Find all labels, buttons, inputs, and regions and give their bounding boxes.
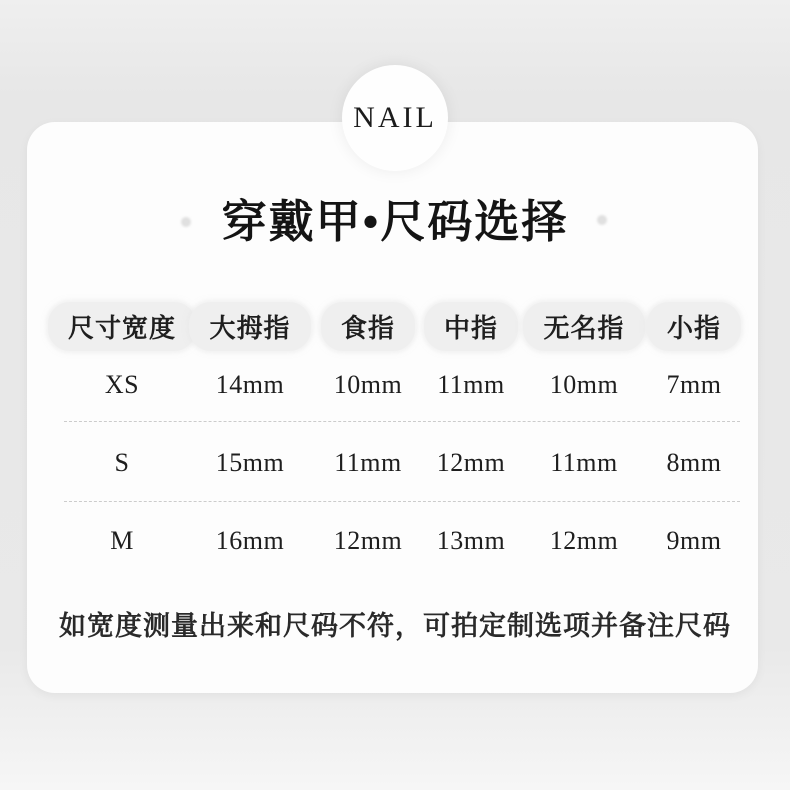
column-header-thumb: 大拇指 — [189, 302, 310, 351]
value-middle-finger: 11mm — [437, 370, 505, 399]
brand-badge-label: NAIL — [353, 101, 437, 134]
size-label: XS — [104, 370, 140, 399]
column-header-pinky-finger: 小指 — [647, 302, 741, 351]
value-middle-finger: 12mm — [436, 448, 506, 477]
column-header-ring-finger: 无名指 — [523, 302, 644, 351]
value-pinky-finger: 9mm — [666, 526, 722, 555]
table-row-xs — [58, 364, 740, 406]
table-row-m — [58, 520, 740, 562]
value-index-finger: 12mm — [333, 526, 403, 555]
value-thumb: 15mm — [215, 448, 285, 477]
column-header-middle-finger: 中指 — [424, 302, 518, 351]
size-label: M — [110, 526, 134, 555]
value-index-finger: 11mm — [334, 448, 402, 477]
value-pinky-finger: 7mm — [666, 370, 722, 399]
size-label: S — [114, 448, 130, 477]
value-thumb: 14mm — [215, 370, 285, 399]
sizing-note: 如宽度测量出来和尺码不符，可拍定制选项并备注尺码 — [59, 611, 731, 641]
brand-badge — [342, 65, 448, 171]
page-title: 穿戴甲•尺码选择 — [221, 197, 569, 247]
table-header-row — [58, 302, 740, 344]
value-ring-finger: 12mm — [549, 526, 619, 555]
value-index-finger: 10mm — [333, 370, 403, 399]
value-thumb: 16mm — [215, 526, 285, 555]
column-header-index-finger: 食指 — [321, 302, 415, 351]
value-pinky-finger: 8mm — [666, 448, 722, 477]
column-header-size-width: 尺寸宽度 — [48, 302, 196, 351]
table-row-s — [58, 442, 740, 484]
value-middle-finger: 13mm — [436, 526, 506, 555]
row-divider — [64, 421, 740, 422]
value-ring-finger: 10mm — [549, 370, 619, 399]
value-ring-finger: 11mm — [550, 448, 618, 477]
row-divider — [64, 501, 740, 502]
